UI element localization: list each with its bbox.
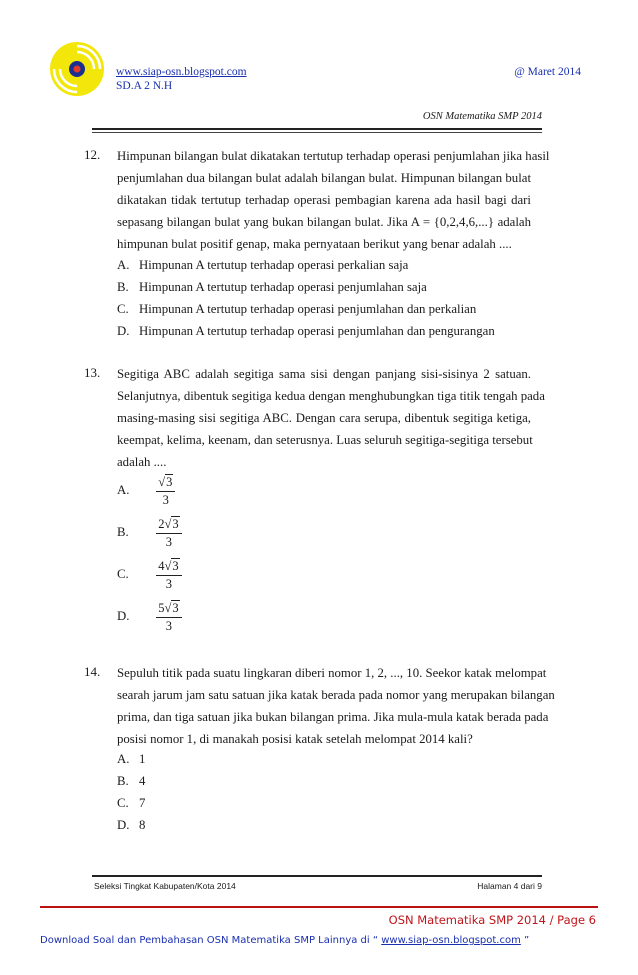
download-link[interactable]: www.siap-osn.blogspot.com — [381, 935, 521, 946]
q13-line-2: Selanjutnya, dibentuk segitiga kedua dengan menghubungkan tiga titik tengah pada — [117, 389, 545, 403]
header-rule-thin — [92, 132, 542, 133]
q12-line-1: Himpunan bilangan bulat dikatakan tertutup terhadap operasi penjumlahan jika hasil — [117, 149, 550, 163]
option-text: Himpunan A tertutup terhadap operasi penjumlahan saja — [139, 280, 427, 294]
option-label: C. — [117, 302, 129, 316]
option-label: A. — [117, 752, 130, 766]
q14-option-b — [117, 774, 145, 789]
fraction-radicand: 3 — [172, 559, 179, 573]
option-fraction: $\frac{2√3}{3}$ — [156, 516, 181, 550]
footer-rule — [92, 875, 542, 877]
fraction-coef: 5 — [158, 601, 165, 615]
q12-number: 12. — [84, 147, 101, 162]
q12-line-4: sepasang bilangan bulat yang bukan bilangan bulat. Jika A = {0,2,4,6,...} adalah — [117, 215, 531, 229]
q13-number: 13. — [84, 365, 101, 380]
q12-option-b — [117, 280, 427, 295]
option-label: C. — [117, 566, 129, 581]
q14-line-1: Sepuluh titik pada suatu lingkaran diberi nomor 1, 2, ..., 10. Seekor katak melompat — [117, 666, 547, 680]
option-text: 1 — [139, 752, 146, 766]
option-text: Himpunan A tertutup terhadap operasi penjumlahan dan perkalian — [139, 302, 477, 316]
option-text: 7 — [139, 796, 146, 810]
q12-option-c — [117, 302, 476, 317]
q14-option-d — [117, 818, 145, 833]
option-label: A. — [117, 482, 130, 497]
fraction-denominator: 3 — [165, 535, 173, 549]
q13-line-4: keempat, kelima, keenam, dan seterusnya. Luas seluruh segitiga-segitiga tersebut — [117, 433, 533, 447]
q14-number: 14. — [84, 664, 101, 679]
header-date: @ Maret 2014 — [514, 66, 581, 78]
q13-option-a — [117, 474, 175, 508]
footer-download-note — [40, 935, 529, 946]
option-label: B. — [117, 774, 129, 788]
option-label: C. — [117, 796, 129, 810]
fraction-radicand: 3 — [166, 475, 173, 489]
option-label: D. — [117, 818, 130, 832]
fraction-radicand: 3 — [172, 601, 179, 615]
footer-red-rule — [40, 906, 598, 908]
header-rule — [92, 128, 542, 130]
site-logo — [48, 40, 106, 98]
option-text: 4 — [139, 774, 146, 788]
fraction-denominator: 3 — [165, 619, 173, 633]
option-label: A. — [117, 258, 130, 272]
q12-option-d — [117, 324, 495, 339]
option-text: Himpunan A tertutup terhadap operasi penjumlahan dan pengurangan — [139, 324, 495, 338]
q12-line-5: himpunan bulat positif genap, maka pernyataan berikut yang benar adalah .... — [117, 237, 512, 251]
q13-line-3: masing-masing sisi segitiga ABC. Dengan cara serupa, dibentuk segitiga ketiga, — [117, 411, 531, 425]
download-prefix: Download Soal dan Pembahasan OSN Matematika SMP Lainnya di “ — [40, 935, 382, 946]
q13-option-c — [117, 558, 182, 592]
footer-exam-level: Seleksi Tingkat Kabupaten/Kota 2014 — [94, 881, 236, 891]
q12-line-3: dikatakan tidak tertutup terhadap operasi pembagian karena ada hasil bagi dari — [117, 193, 531, 207]
q12-option-a — [117, 258, 408, 273]
option-fraction: $\frac{4√3}{3}$ — [156, 558, 181, 592]
option-label: D. — [117, 608, 130, 623]
header-site-link[interactable]: www.siap-osn.blogspot.com — [116, 66, 247, 78]
header-author: SD.A 2 N.H — [116, 80, 173, 92]
q13-line-5: adalah .... — [117, 455, 167, 469]
option-text: Himpunan A tertutup terhadap operasi perkalian saja — [139, 258, 409, 272]
footer-osn-page: OSN Matematika SMP 2014 / Page 6 — [388, 913, 596, 927]
option-fraction: $\frac{5√3}{3}$ — [156, 600, 181, 634]
fraction-coef: 2 — [158, 517, 165, 531]
q14-line-2: searah jarum jam satu satuan jika katak berada pada nomor yang merupakan bilangan — [117, 688, 555, 702]
download-suffix: ” — [520, 935, 530, 946]
fraction-denominator: 3 — [165, 577, 173, 591]
footer-page-number: Halaman 4 dari 9 — [477, 881, 542, 891]
option-fraction: $\frac{√3}{3}$ — [156, 474, 175, 508]
option-label: B. — [117, 280, 129, 294]
option-label: D. — [117, 324, 130, 338]
q14-line-4: posisi nomor 1, di manakah posisi katak setelah melompat 2014 kali? — [117, 732, 473, 746]
q13-line-1: Segitiga ABC adalah segitiga sama sisi dengan panjang sisi-sisinya 2 satuan. — [117, 367, 531, 381]
option-label: B. — [117, 524, 129, 539]
fraction-radicand: 3 — [172, 517, 179, 531]
option-text: 8 — [139, 818, 146, 832]
fraction-coef: 4 — [158, 559, 165, 573]
q14-line-3: prima, dan tiga satuan jika bukan bilangan prima. Jika mula-mula katak berada pada — [117, 710, 549, 724]
q14-option-a — [117, 752, 145, 767]
running-title: OSN Matematika SMP 2014 — [422, 111, 542, 122]
q13-option-b — [117, 516, 182, 550]
q12-line-2: penjumlahan dua bilangan bulat adalah bilangan bulat. Himpunan bilangan bulat — [117, 171, 531, 185]
q14-option-c — [117, 796, 145, 811]
fraction-denominator: 3 — [162, 493, 169, 507]
q13-option-d — [117, 600, 182, 634]
